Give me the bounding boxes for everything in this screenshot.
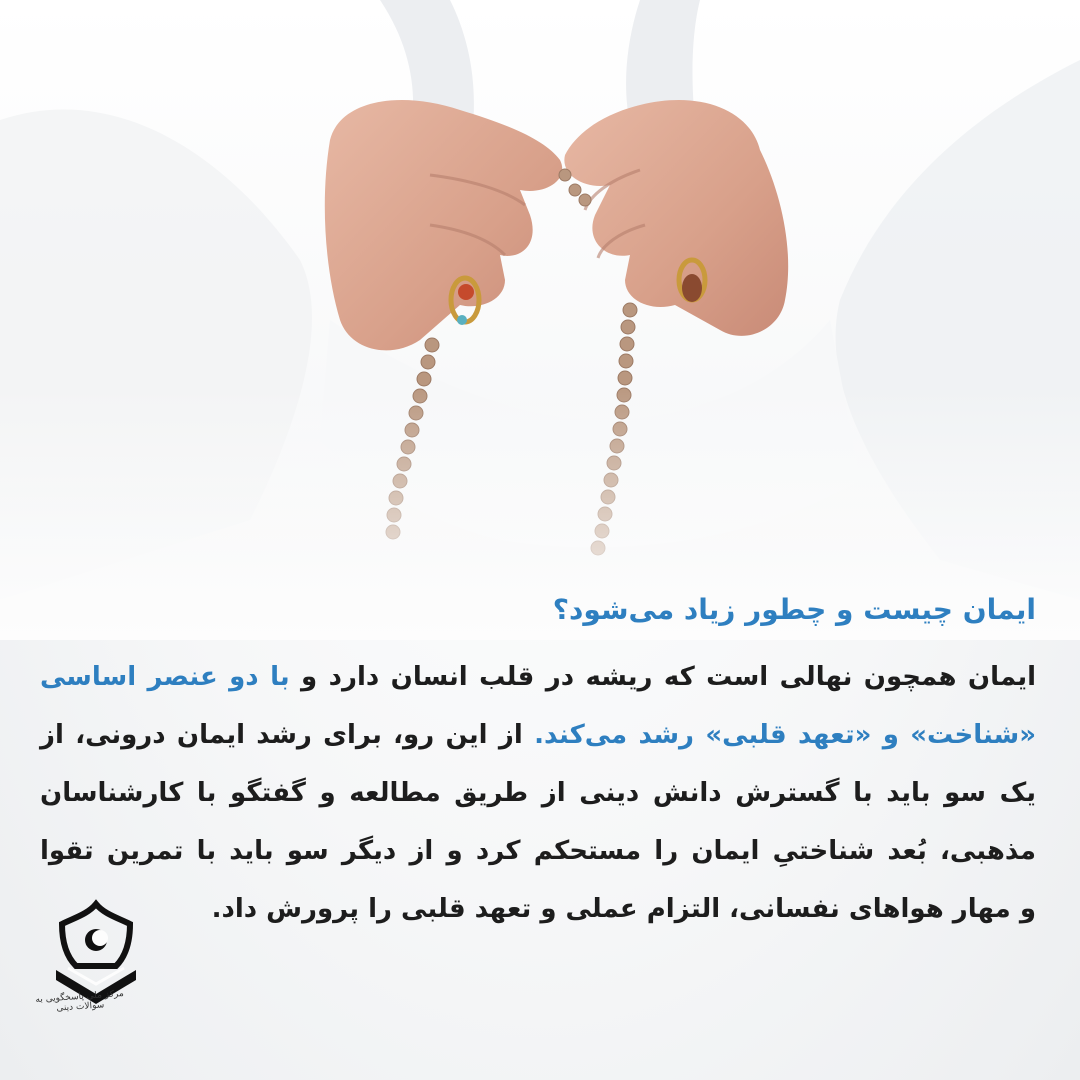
highlight-text: با دو عنصر اساسی [40, 662, 290, 692]
body-text: از این رو، برای رشد ایمان درونی، از [40, 720, 535, 750]
page-title: ایمان چیست و چطور زیاد می‌شود؟ [552, 593, 1036, 626]
body-line-2 [40, 706, 1036, 764]
body-text: ایمان همچون نهالی است که ریشه در قلب انسان دارد و [289, 662, 1036, 692]
text-block [40, 588, 1036, 938]
body-line-5: و مهار هواهای نفسانی، التزام عملی و تعهد قلبی را پرورش داد. [211, 894, 1036, 924]
body-line-4: مذهبی، بُعد شناختیِ ایمان را مستحکم کرد و از دیگر سو باید با تمرین تقوا [40, 836, 1036, 866]
body-line-1 [40, 648, 1036, 706]
highlight-text: «شناخت» و «تعهد قلبی» رشد می‌کند. [534, 720, 1036, 750]
body-line-3: یک سو باید با گسترش دانش دینی از طریق مطالعه و گفتگو با کارشناسان [40, 778, 1036, 808]
logo-caption: مرکز ملی پاسخگویی به سوالات دینی [35, 988, 125, 1014]
